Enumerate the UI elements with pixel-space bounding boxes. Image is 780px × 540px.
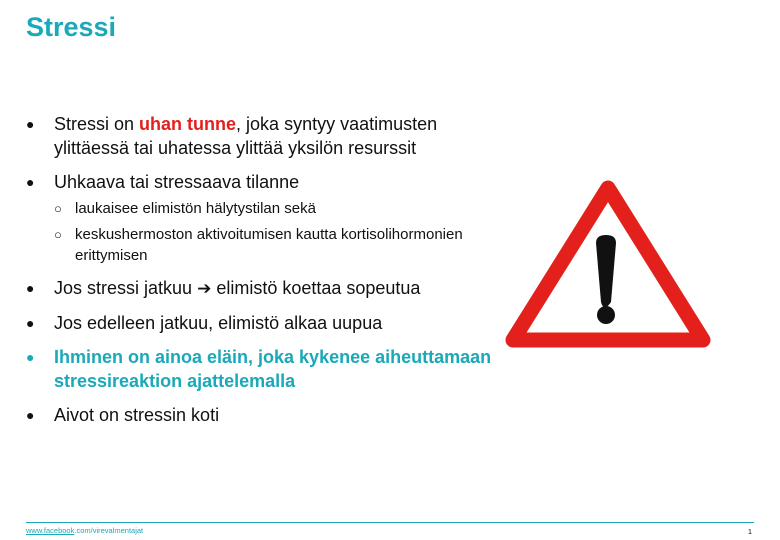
bullet-brain-home: ● Aivot on stressin koti xyxy=(0,403,500,427)
sub-bullet-alarm: ○ laukaisee elimistön hälytystilan sekä xyxy=(54,198,500,219)
slide-title: Stressi xyxy=(26,12,117,42)
bullet-text: , joka syntyy vaatimusten ylittäessä tai uhatessa ylittää yksilön resurssit xyxy=(54,114,438,158)
bullet-text: Uhkaava tai stressaava tilanne xyxy=(54,172,300,192)
sub-bullet-cortisol: ○ keskushermoston aktivoitumisen kautta kortisolihormonien erittymisen xyxy=(54,224,500,266)
bullet-text: Stressi on xyxy=(54,114,140,134)
footer-link-rest: .com/virevalmentajat xyxy=(74,526,144,535)
bullet-text: elimistö koettaa sopeutua xyxy=(211,278,421,298)
highlight-text: uhan tunne xyxy=(139,114,237,134)
bullet-exhaustion: ● Jos edelleen jatkuu, elimistö alkaa uupua xyxy=(0,311,500,335)
page-number: 1 xyxy=(747,527,752,536)
footer-url[interactable] xyxy=(26,526,143,535)
bullet-list xyxy=(0,112,500,437)
bullet-threat-situation xyxy=(0,170,500,266)
warning-triangle-icon xyxy=(505,180,711,350)
right-arrow-icon: ➔ xyxy=(197,279,212,298)
bullet-stress-definition xyxy=(0,112,500,160)
footer-link[interactable]: www.facebook xyxy=(26,526,75,535)
bullet-text: Jos stressi jatkuu xyxy=(54,278,198,298)
bullet-human-only: ● Ihminen on ainoa eläin, joka kykenee aiheuttamaan stressireaktion ajattelemalla xyxy=(0,345,500,393)
bullet-stress-continues xyxy=(0,276,500,301)
sub-list xyxy=(54,198,500,266)
footer-divider xyxy=(26,522,754,523)
